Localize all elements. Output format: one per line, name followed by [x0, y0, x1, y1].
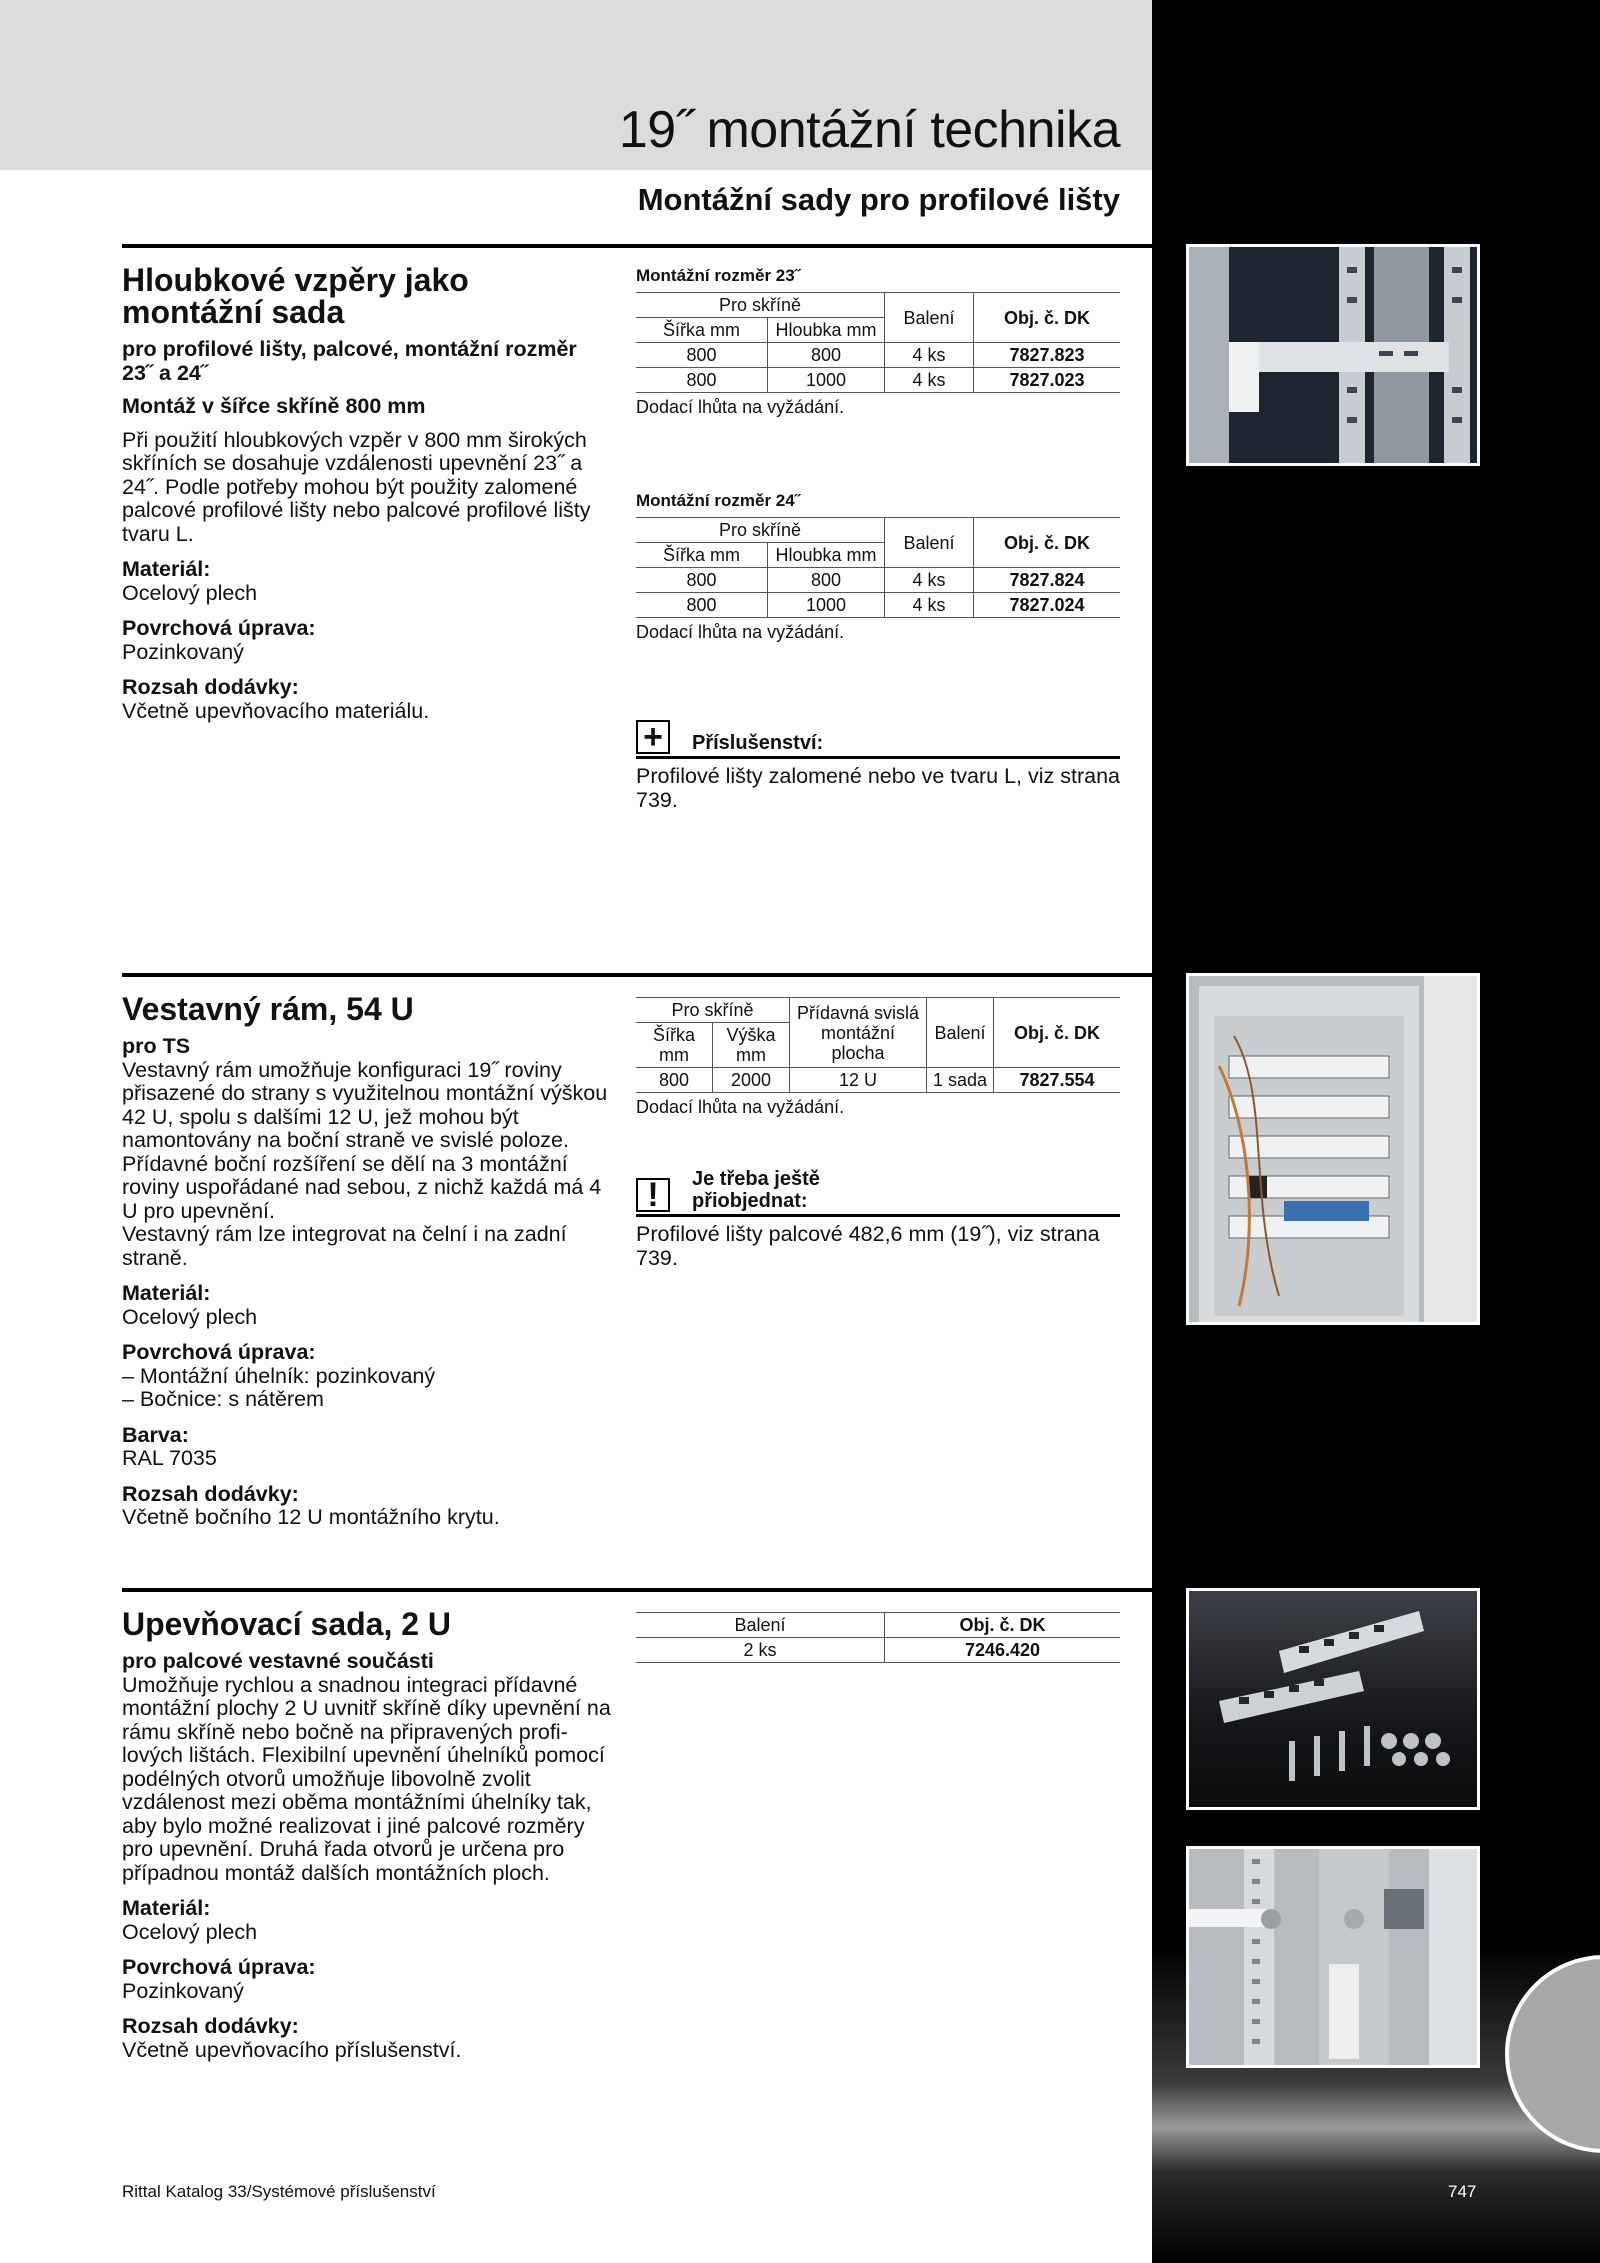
col-depth: Hloubka mm — [768, 543, 885, 568]
material-label: Materiál: — [122, 557, 211, 581]
cell-order: 7827.024 — [974, 593, 1121, 618]
delivery-note: Dodací lhůta na vyžádání. — [636, 622, 845, 642]
spec-table — [636, 1612, 1120, 1663]
cell-depth: 1000 — [768, 593, 885, 618]
section1-table24 — [636, 491, 1120, 643]
cell-pack: 4 ks — [885, 343, 974, 368]
cell-order: 7827.554 — [994, 1068, 1121, 1093]
section3-title: Upevňovací sada, 2 U — [122, 1606, 452, 1642]
cell-pack: 4 ks — [885, 593, 974, 618]
material-value: Ocelový plech — [122, 1304, 258, 1329]
cell-pack: 4 ks — [885, 568, 974, 593]
group-header: Pro skříně — [636, 998, 790, 1023]
group-header: Pro skříně — [636, 293, 885, 318]
cell-pack: 2 ks — [636, 1638, 885, 1663]
cell-depth: 800 — [768, 343, 885, 368]
page-title: 19˝ montážní technika — [618, 101, 1120, 159]
col-height: Výška mm — [713, 1023, 790, 1068]
surface-label: Povrchová úprava: — [122, 1955, 316, 1979]
exclamation-icon: ! — [636, 1178, 670, 1212]
section3-subtitle: pro palcové vestavné součásti — [122, 1649, 434, 1673]
col-pack: Balení — [927, 998, 994, 1068]
group-header: Pro skříně — [636, 518, 885, 543]
section3-text — [122, 1608, 612, 2062]
page-subtitle: Montážní sady pro profilové lišty — [637, 182, 1120, 217]
cell-order: 7827.824 — [974, 568, 1121, 593]
section2-description-2: Vestavný rám lze integrovat na čelní i na zadní straně. — [122, 1222, 567, 1270]
photo-depth-struts — [1186, 244, 1480, 466]
section1-text — [122, 264, 612, 723]
delivery-note: Dodací lhůta na vyžádání. — [636, 397, 845, 417]
scope-value: Včetně upevňovacího materiálu. — [122, 698, 430, 723]
accessory-text: Profilové lišty zalomené nebo ve tvaru L, viz strana 739. — [636, 764, 1120, 812]
cell-width: 800 — [636, 1068, 713, 1093]
cell-width: 800 — [636, 568, 768, 593]
table-row — [636, 343, 1120, 368]
cell-order: 7827.023 — [974, 368, 1121, 393]
spec-table — [636, 997, 1120, 1093]
section-divider — [122, 1588, 1152, 1592]
photo-fixing-set — [1186, 1588, 1480, 1810]
cell-area: 12 U — [790, 1068, 927, 1093]
table-row — [636, 568, 1120, 593]
cell-width: 800 — [636, 593, 768, 618]
section3-description: Umožňuje rychlou a snadnou integraci přídavné montážní plochy 2 U uvnitř skříně díky upevnění na rámu skříně nebo bočně na připravených profilových lištách. Flexibilní upevnění úhelníků pomocí podélných otvorů umožňuje libovolně zvolit vzdálenost mezi oběma montážními úhelníky tak, aby bylo možné realizovat i jiné palcové rozměry pro upevnění. Druhá řada otvorů je určena pro případnou montáž dalších montážních ploch. — [122, 1672, 611, 1885]
cell-order: 7827.823 — [974, 343, 1121, 368]
delivery-note: Dodací lhůta na vyžádání. — [636, 1097, 845, 1117]
section3-table — [636, 1612, 1120, 1663]
color-label: Barva: — [122, 1422, 189, 1447]
section1-subtitle: pro profilové lišty, palcové, montážní rozměr 23˝ a 24˝ — [122, 337, 577, 385]
section1-mount-heading: Montáž v šířce skříně 800 mm — [122, 394, 426, 418]
surface-value: Pozinkovaný — [122, 1978, 244, 2003]
col-width: Šířka mm — [636, 543, 768, 568]
col-order: Obj. č. DK — [885, 1613, 1121, 1638]
table-row — [636, 368, 1120, 393]
surface-value: Pozinkovaný — [122, 639, 244, 664]
cell-pack: 4 ks — [885, 368, 974, 393]
surface-label: Povrchová úprava: — [122, 616, 316, 640]
notice-box — [636, 1168, 1120, 1270]
col-order: Obj. č. DK — [974, 293, 1121, 343]
page-number: 747 — [1448, 2182, 1477, 2201]
col-order: Obj. č. DK — [974, 518, 1121, 568]
section2-subtitle: pro TS — [122, 1034, 191, 1058]
material-label: Materiál: — [122, 1896, 211, 1920]
scope-value: Včetně upevňovacího příslušenství. — [122, 2037, 462, 2062]
col-depth: Hloubka mm — [768, 318, 885, 343]
cell-width: 800 — [636, 343, 768, 368]
color-value: RAL 7035 — [122, 1446, 217, 1470]
col-width: Šířka mm — [636, 318, 768, 343]
cell-width: 800 — [636, 368, 768, 393]
notice-title: Je třeba ještě přiobjednat: — [692, 1168, 820, 1212]
table-caption: Montážní rozměr 24˝ — [636, 491, 801, 510]
cell-order: 7246.420 — [885, 1638, 1121, 1663]
section1-table23 — [636, 266, 1120, 418]
table-row — [636, 1068, 1120, 1093]
spec-table — [636, 292, 1120, 393]
section2-description: Vestavný rám umožňuje konfiguraci 19˝ roviny přisazené do strany s využitelnou montážní výškou 42 U, spolu s dalšími 12 U, jež mohou být namontovány na boční straně ve svislé poloze. Přídavné boční rozšíření se dělí na 3 montážní roviny uspořádané nad sebou, z nichž každá má 4 U pro upevnění. — [122, 1057, 608, 1223]
col-pack: Balení — [885, 518, 974, 568]
surface-label: Povrchová úprava: — [122, 1340, 316, 1364]
section-divider — [122, 244, 1152, 248]
surface-item: – Bočnice: s nátěrem — [122, 1387, 324, 1411]
col-pack: Balení — [636, 1613, 885, 1638]
section2-text — [122, 993, 612, 1530]
surface-item: – Montážní úhelník: pozinkovaný — [122, 1363, 436, 1388]
material-value: Ocelový plech — [122, 1919, 258, 1944]
section2-title: Vestavný rám, 54 U — [122, 991, 414, 1027]
section-divider — [122, 973, 1152, 977]
section2-table — [636, 997, 1120, 1118]
col-order: Obj. č. DK — [994, 998, 1121, 1068]
section1-description: Při použití hloubkových vzpěr v 800 mm širokých skříních se dosahuje vzdálenosti upevnění 23˝ a 24˝. Podle potřeby mohou být použity zalomené palcové profilové lišty nebo palcové profilové lišty tvaru L. — [122, 427, 591, 546]
notice-text: Profilové lišty palcové 482,6 mm (19˝), viz strana 739. — [636, 1222, 1100, 1270]
cell-pack: 1 sada — [927, 1068, 994, 1093]
col-pack: Balení — [885, 293, 974, 343]
scope-label: Rozsah dodávky: — [122, 675, 299, 699]
material-label: Materiál: — [122, 1281, 211, 1305]
section1-title: Hloubkové vzpěry jako montážní sada — [122, 262, 469, 330]
cell-height: 2000 — [713, 1068, 790, 1093]
plus-icon: + — [636, 720, 670, 754]
material-value: Ocelový plech — [122, 580, 258, 605]
photo-mounting-frame — [1186, 973, 1480, 1325]
cell-depth: 1000 — [768, 368, 885, 393]
col-width: Šířka mm — [636, 1023, 713, 1068]
spec-table — [636, 517, 1120, 618]
photo-fixing-detail — [1186, 1846, 1480, 2068]
table-row — [636, 593, 1120, 618]
footer-catalog: Rittal Katalog 33/Systémové příslušenství — [122, 2182, 436, 2201]
table-row — [636, 1638, 1120, 1663]
accessory-title: Příslušenství: — [692, 732, 824, 754]
cell-depth: 800 — [768, 568, 885, 593]
col-area: Přídavná svislá montážní plocha — [790, 998, 927, 1068]
table-caption: Montážní rozměr 23˝ — [636, 266, 801, 285]
scope-label: Rozsah dodávky: — [122, 2014, 299, 2038]
accessory-box — [636, 720, 1120, 812]
scope-label: Rozsah dodávky: — [122, 1481, 299, 1506]
scope-value: Včetně bočního 12 U montážního krytu. — [122, 1505, 500, 1529]
